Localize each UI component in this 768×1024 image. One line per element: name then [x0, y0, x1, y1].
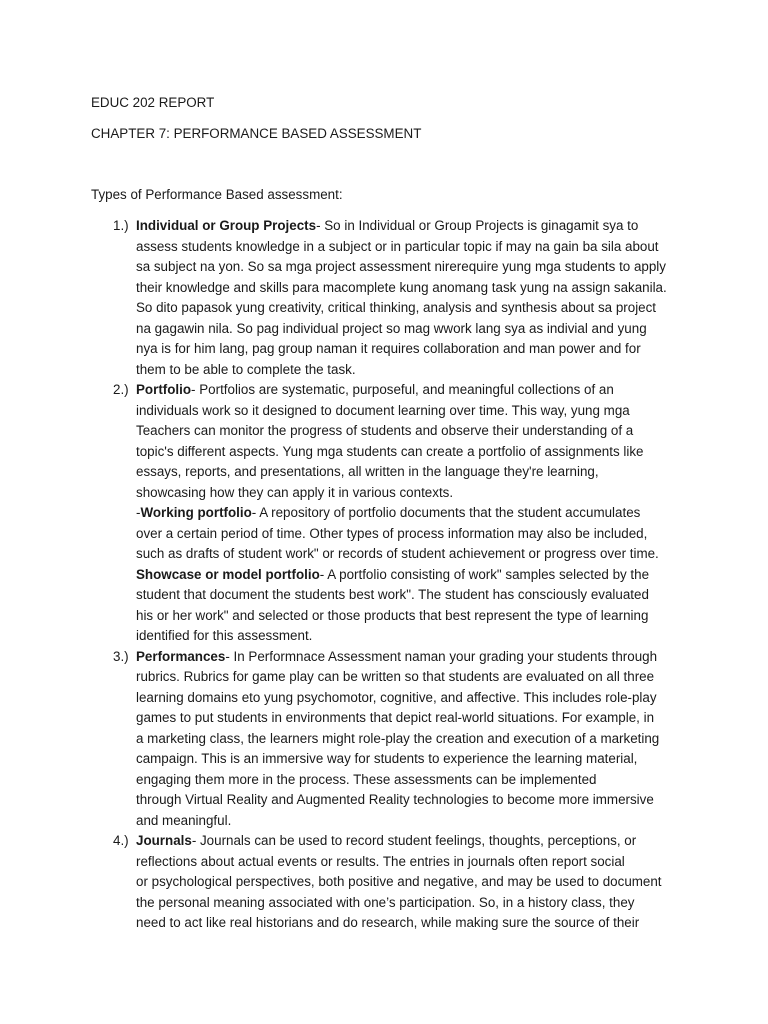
- text-line: sa subject na yon. So sa mga project assessment nirerequire yung mga students to apply: [136, 259, 666, 274]
- text-line: [136, 503, 681, 524]
- text-run: -: [136, 505, 141, 520]
- text-line: and meaningful.: [136, 812, 232, 828]
- text-line: them to be able to complete the task.: [136, 361, 356, 377]
- list-item-body: [136, 647, 681, 832]
- text-line: their knowledge and skills para macomplete kung anomang task yung na assign sakanila.: [136, 279, 667, 295]
- list-number: 2.): [113, 382, 129, 397]
- text-line: rubrics. Rubrics for game play can be written so that students are evaluated on all three: [136, 669, 655, 684]
- text-line: [136, 831, 681, 852]
- list-item-body: [136, 380, 681, 647]
- item-term: Individual or Group Projects: [136, 218, 317, 233]
- text-line: games to put students in environments that depict real-world situations. For example, in: [136, 710, 655, 725]
- text-line: such as drafts of student work" or records of student achievement or progress over time.: [136, 546, 659, 561]
- item-term: Performances: [136, 648, 226, 664]
- assessment-types-list: [0, 216, 768, 934]
- text-run: - Journals can be used to record student feelings, thoughts, perceptions, or: [191, 833, 637, 848]
- text-run: - A portfolio consisting of work" samples selected by the: [319, 566, 650, 582]
- text-line: [136, 647, 681, 668]
- text-line: showcasing how they can apply it in various contexts.: [136, 484, 454, 500]
- list-item-body: [136, 216, 681, 380]
- report-title: EDUC 202 REPORT: [91, 95, 215, 110]
- text-line: his or her work" and selected or those products that best represent the type of learning: [136, 607, 649, 623]
- text-run: - Portfolios are systematic, purposeful, and meaningful collections of an: [191, 382, 614, 397]
- list-item-journals: [0, 831, 768, 934]
- text-line: So dito papasok yung creativity, critical thinking, analysis and synthesis about sa project: [136, 300, 657, 315]
- text-run: - A repository of portfolio documents that the student accumulates: [251, 505, 641, 520]
- text-line: or psychological perspectives, both positive and negative, and may be used to document: [136, 874, 662, 889]
- text-run: - So in Individual or Group Projects is ginagamit sya to: [316, 218, 639, 233]
- text-line: identified for this assessment.: [136, 628, 313, 643]
- list-item-performances: [0, 647, 768, 832]
- chapter-title: CHAPTER 7: PERFORMANCE BASED ASSESSMENT: [91, 126, 422, 141]
- text-line: over a certain period of time. Other types of process information may also be included,: [136, 525, 648, 541]
- section-heading: Types of Performance Based assessment:: [91, 187, 343, 202]
- text-line: topic's different aspects. Yung mga students can create a portfolio of assignments like: [136, 443, 644, 459]
- text-line: essays, reports, and presentations, all written in the language they're learning,: [136, 464, 599, 479]
- item-term: Portfolio: [136, 382, 192, 397]
- list-number: 4.): [113, 833, 129, 848]
- list-item-body: [136, 831, 681, 934]
- text-line: reflections about actual events or results. The entries in journals often report social: [136, 853, 625, 869]
- text-line: the personal meaning associated with one’s participation. So, in a history class, they: [136, 894, 635, 910]
- text-line: [136, 565, 681, 586]
- text-run: - In Performnace Assessment naman your grading your students through: [225, 648, 658, 664]
- text-line: individuals work so it designed to document learning over time. This way, yung mga: [136, 402, 630, 418]
- text-line: learning domains eto yung psychomotor, cognitive, and affective. This includes role-play: [136, 689, 657, 705]
- text-line: nya is for him lang, pag group naman it requires collaboration and man power and for: [136, 341, 641, 356]
- text-line: [136, 216, 681, 237]
- text-line: assess students knowledge in a subject or in particular topic if may na gain ba sila about: [136, 238, 659, 254]
- list-number: 3.): [113, 648, 129, 664]
- list-item-group-projects: [0, 216, 768, 380]
- item-term: Journals: [136, 833, 192, 848]
- list-item-portfolio: [0, 380, 768, 647]
- text-line: [136, 380, 681, 401]
- text-line: a marketing class, the learners might role-play the creation and execution of a marketing: [136, 730, 660, 746]
- text-line: campaign. This is an immersive way for students to experience the learning material,: [136, 751, 638, 766]
- text-line: na gagawin nila. So pag individual project so mag wwork lang sya as indivial and yung: [136, 320, 647, 336]
- text-line: through Virtual Reality and Augmented Reality technologies to become more immersive: [136, 792, 654, 807]
- text-line: student that document the students best work". The student has consciously evaluated: [136, 587, 649, 602]
- working-portfolio-term: Working portfolio: [140, 505, 252, 520]
- text-line: Teachers can monitor the progress of students and observe their understanding of a: [136, 423, 634, 438]
- showcase-portfolio-term: Showcase or model portfolio: [136, 566, 320, 582]
- list-number: 1.): [113, 218, 129, 233]
- text-line: need to act like real historians and do research, while making sure the source of their: [136, 915, 640, 930]
- text-line: engaging them more in the process. These assessments can be implemented: [136, 771, 597, 787]
